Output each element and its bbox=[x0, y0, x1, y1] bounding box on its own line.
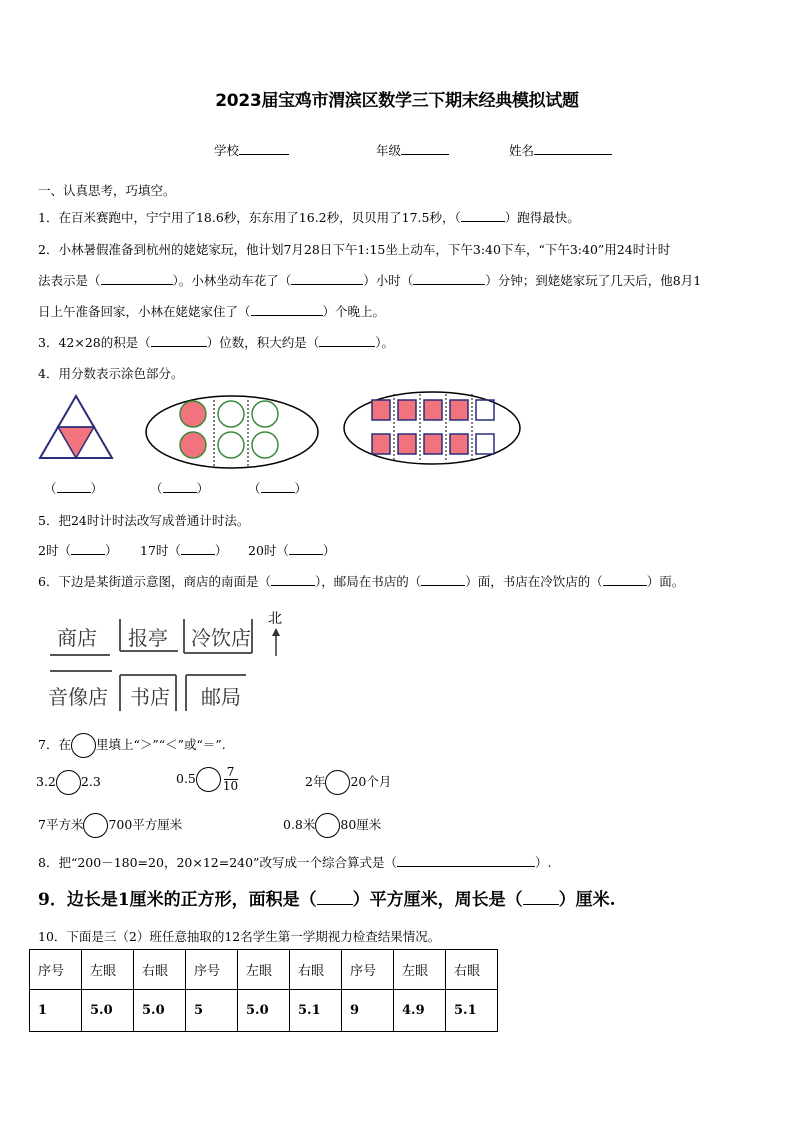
table-cell: 4.9 bbox=[394, 990, 446, 1032]
map-label-book: 书店 bbox=[130, 685, 170, 709]
table-header: 右眼 bbox=[446, 950, 498, 990]
answer-blank-1: （ ） bbox=[44, 481, 104, 496]
question-9: 9．边长是1厘米的正方形，面积是（ ）平方厘米，周长是（ ）厘米. bbox=[38, 890, 616, 910]
question-3: 3．42×28的积是（ ）位数，积大约是（ ）。 bbox=[38, 335, 395, 350]
map-label-post: 邮局 bbox=[201, 685, 241, 709]
question-4: 4．用分数表示涂色部分。 bbox=[38, 366, 184, 381]
answer-blank-2: （ ） bbox=[150, 481, 210, 496]
q7-compare-2: 0.5 $\frac{7}{10}$ bbox=[176, 765, 239, 793]
map-label-shop: 商店 bbox=[57, 626, 97, 650]
table-cell: 5.1 bbox=[290, 990, 342, 1032]
question-1: 1．在百米赛跑中，宁宁用了18.6秒，东东用了16.2秒，贝贝用了17.5秒，（ ）跑得最快。 bbox=[38, 210, 580, 225]
question-7: 7．在 里填上“＞”“＜”或“＝”. bbox=[38, 733, 226, 758]
vision-table bbox=[29, 949, 498, 1032]
question-5: 5．把24时计时法改写成普通计时法。 bbox=[38, 513, 250, 528]
table-header: 左眼 bbox=[82, 950, 134, 990]
table-header: 左眼 bbox=[394, 950, 446, 990]
map-label-coldshop: 冷饮店 bbox=[191, 626, 251, 650]
north-arrow-icon bbox=[270, 628, 282, 658]
question-2-line3: 日上午准备回家，小林在姥姥家住了（ ）个晚上。 bbox=[38, 304, 386, 319]
table-cell: 5.0 bbox=[82, 990, 134, 1032]
q7-compare-4: 7平方米 700平方厘米 bbox=[38, 813, 182, 838]
page-title: 2023届宝鸡市渭滨区数学三下期末经典模拟试题 bbox=[215, 91, 579, 111]
table-cell: 5 bbox=[186, 990, 238, 1032]
table-header: 序号 bbox=[30, 950, 82, 990]
map-label-audio: 音像店 bbox=[48, 685, 108, 709]
table-cell: 9 bbox=[342, 990, 394, 1032]
q5-item-3: 20时（ ） bbox=[248, 543, 336, 558]
q7-compare-1: 3.2 2.3 bbox=[36, 770, 101, 795]
map-label-kiosk: 报亭 bbox=[128, 626, 168, 650]
section-heading: 一、认真思考，巧填空。 bbox=[38, 183, 176, 198]
table-header-row bbox=[30, 950, 498, 990]
table-header: 右眼 bbox=[290, 950, 342, 990]
circles-ellipse-figure bbox=[144, 394, 320, 470]
question-6: 6．下边是某街道示意图，商店的南面是（ ），邮局在书店的（ ）面，书店在冷饮店的（ ）面。 bbox=[38, 574, 685, 589]
table-cell: 5.0 bbox=[134, 990, 186, 1032]
q5-item-1: 2时（ ） bbox=[38, 543, 118, 558]
triangle-figure bbox=[36, 392, 116, 464]
grade-field: 年级 bbox=[376, 141, 449, 159]
question-2-line2: 法表示是（ ）。小林坐动车花了（ ）小时（ ）分钟；到姥姥家玩了几天后，他8月1 bbox=[38, 273, 702, 288]
table-row bbox=[30, 990, 498, 1032]
question-10: 10．下面是三（2）班任意抽取的12名学生第一学期视力检查结果情况。 bbox=[38, 929, 441, 944]
table-cell: 5.1 bbox=[446, 990, 498, 1032]
squares-ellipse-figure bbox=[342, 390, 524, 466]
question-2-line1: 2．小林暑假准备到杭州的姥姥家玩，他计划7月28日下午1:15坐上动车，下午3:40下车，“下午3:40”用24时计时 bbox=[38, 242, 671, 257]
table-header: 序号 bbox=[186, 950, 238, 990]
north-label: 北 bbox=[268, 611, 282, 627]
table-header: 左眼 bbox=[238, 950, 290, 990]
question-8: 8．把“200－180=20，20×12=240”改写成一个综合算式是（ ）. bbox=[38, 855, 552, 870]
name-field: 姓名 bbox=[509, 141, 612, 159]
table-header: 右眼 bbox=[134, 950, 186, 990]
answer-blank-3: （ ） bbox=[248, 481, 308, 496]
q7-compare-5: 0.8米 80厘米 bbox=[283, 813, 381, 838]
table-cell: 5.0 bbox=[238, 990, 290, 1032]
table-cell: 1 bbox=[30, 990, 82, 1032]
q5-item-2: 17时（ ） bbox=[140, 543, 228, 558]
q7-compare-3: 2年 20个月 bbox=[305, 770, 391, 795]
table-header: 序号 bbox=[342, 950, 394, 990]
school-field: 学校 bbox=[214, 141, 289, 159]
